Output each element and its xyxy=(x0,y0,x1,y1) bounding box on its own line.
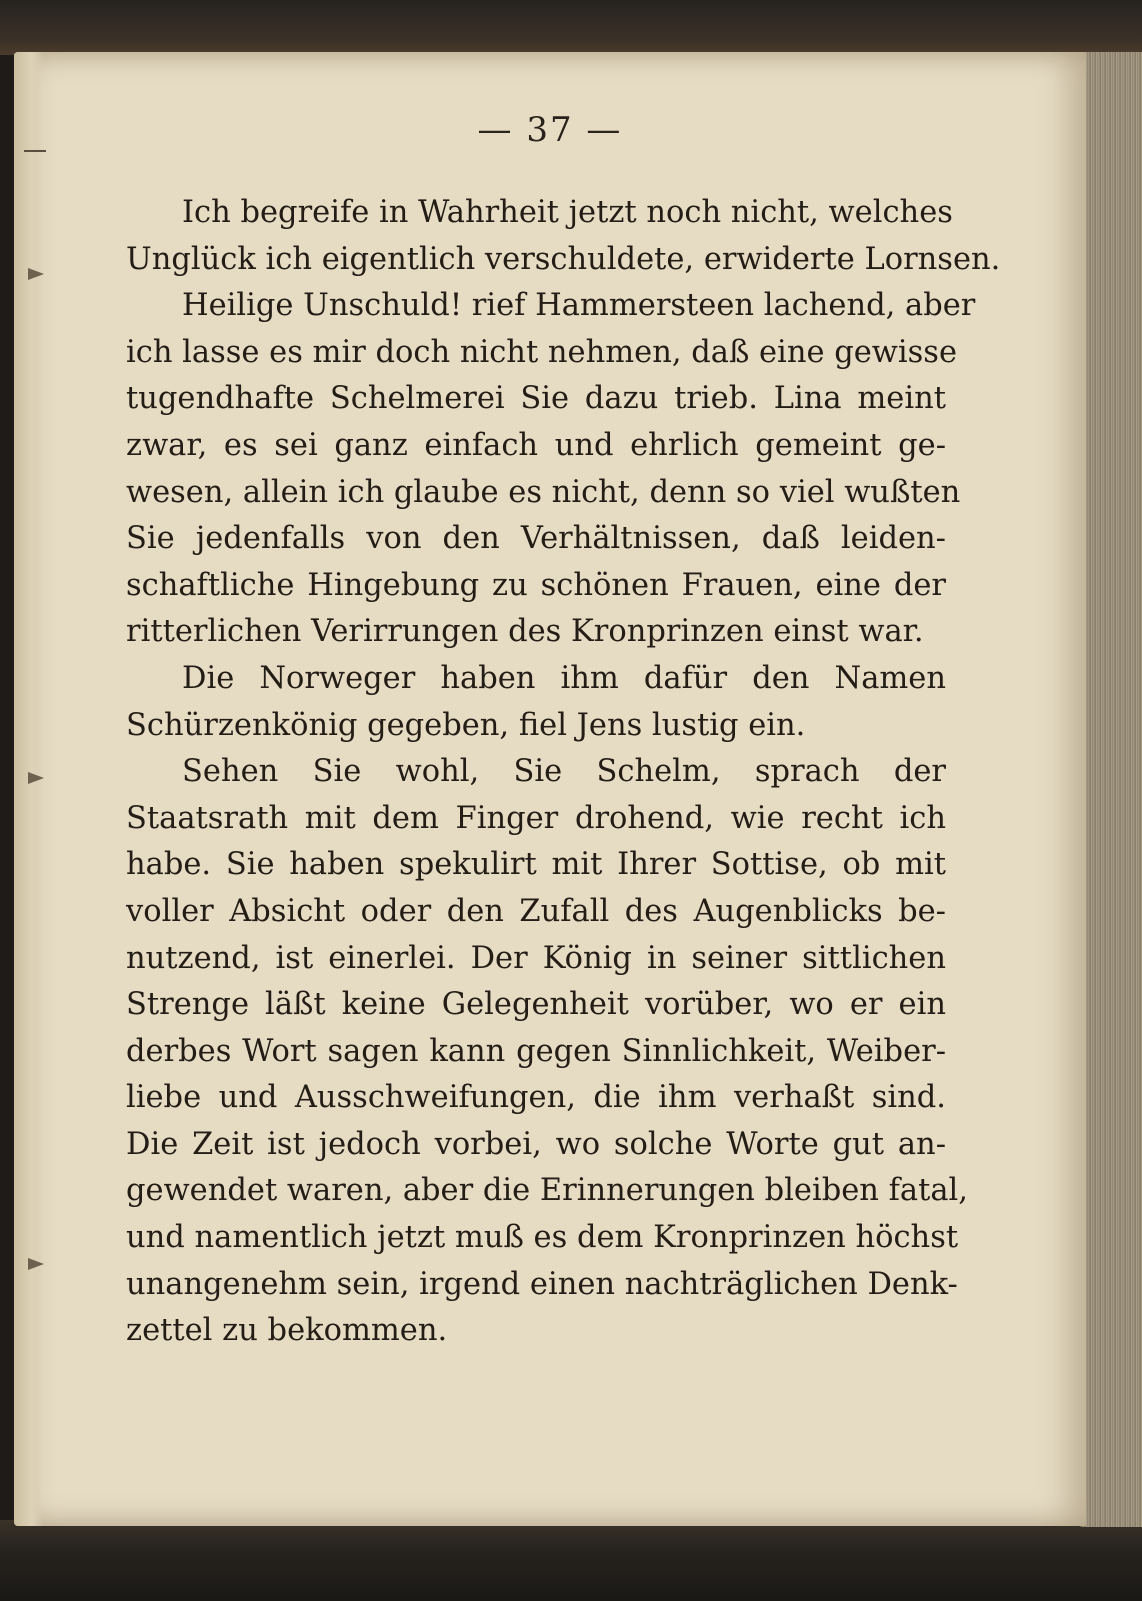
page-number: — 37 — xyxy=(477,110,623,150)
text-line: wesen, allein ich glaube es nicht, denn so viel wußten xyxy=(126,474,961,510)
text-line: Die Zeit ist jedoch vorbei, wo solche Worte gut an- xyxy=(126,1126,946,1162)
text-line: habe. Sie haben spekulirt mit Ihrer Sottise, ob mit xyxy=(126,847,946,883)
text-line: Sie jedenfalls von den Verhältnissen, daß leiden- xyxy=(126,521,946,557)
book-cover-top-edge xyxy=(0,0,1142,55)
text-line: voller Absicht oder den Zufall des Augenblicks be- xyxy=(126,893,946,929)
page-stack-edge xyxy=(1080,52,1142,1527)
text-line: ich lasse es mir doch nicht nehmen, daß eine gewisse xyxy=(126,334,957,370)
body-text xyxy=(126,190,1001,1355)
text-line: gewendet waren, aber die Erinnerungen bleiben fatal, xyxy=(126,1173,968,1209)
text-line: Heilige Unschuld! rief Hammersteen lachend, aber xyxy=(182,288,976,324)
text-line: Sehen Sie wohl, Sie Schelm, sprach der xyxy=(182,754,946,790)
text-line: Die Norweger haben ihm dafür den Namen xyxy=(182,660,946,696)
binding-stitch-mark xyxy=(24,150,46,152)
text-line: schaftliche Hingebung zu schönen Frauen, eine der xyxy=(126,567,946,603)
text-line: zettel zu bekommen. xyxy=(126,1313,448,1349)
binding-stitch-mark xyxy=(28,772,44,784)
text-line: Strenge läßt keine Gelegenheit vorüber, wo er ein xyxy=(126,987,946,1023)
text-line: tugendhafte Schelmerei Sie dazu trieb. Lina meint xyxy=(126,381,946,417)
text-line: Ich begreife in Wahrheit jetzt noch nicht, welches xyxy=(182,195,953,230)
text-line: Unglück ich eigentlich verschuldete, erwiderte Lornsen. xyxy=(126,241,1001,277)
text-line: derbes Wort sagen kann gegen Sinnlichkeit, Weiber- xyxy=(126,1033,946,1069)
text-line: zwar, es sei ganz einfach und ehrlich gemeint ge- xyxy=(126,427,946,463)
text-line: Staatsrath mit dem Finger drohend, wie recht ich xyxy=(126,800,946,836)
text-line: Schürzenkönig gegeben, fiel Jens lustig ein. xyxy=(126,707,806,743)
text-line: ritterlichen Verirrungen des Kronprinzen einst war. xyxy=(126,614,924,650)
binding-stitch-mark xyxy=(28,268,44,280)
text-line: unangenehm sein, irgend einen nachträglichen Denk- xyxy=(126,1266,958,1302)
book-cover-bottom-edge xyxy=(0,1520,1142,1601)
text-line: liebe und Ausschweifungen, die ihm verhaßt sind. xyxy=(126,1080,946,1116)
book-page xyxy=(14,52,1086,1526)
text-line: nutzend, ist einerlei. Der König in seiner sittlichen xyxy=(126,940,946,976)
text-line: und namentlich jetzt muß es dem Kronprinzen höchst xyxy=(126,1220,959,1256)
binding-stitch-mark xyxy=(28,1258,44,1270)
